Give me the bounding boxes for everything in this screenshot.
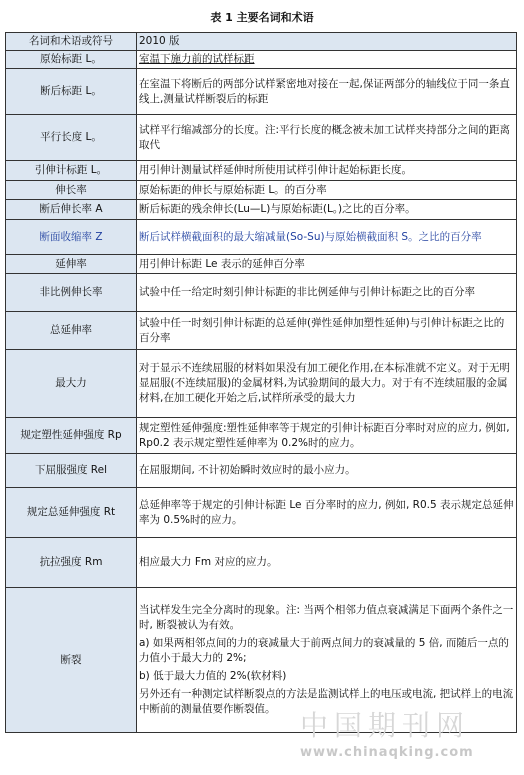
term-cell: 非比例伸长率 — [6, 274, 137, 312]
table-row — [6, 350, 517, 418]
definition-cell: 原始标距的伸长与原始标距 L。的百分率 — [137, 181, 517, 200]
table-row — [6, 488, 517, 538]
term-cell: 断后标距 L。 — [6, 69, 137, 115]
definition-cell: 断后试样横截面积的最大缩减量(So-Su)与原始横截面积 S。之比的百分率 — [137, 220, 517, 255]
table-row — [6, 312, 517, 350]
term-cell: 延伸率 — [6, 255, 137, 274]
definition-line: b) 低于最大力值的 2%(软材料) — [139, 670, 287, 682]
header-term: 名词和术语或符号 — [6, 33, 137, 51]
table-row — [6, 454, 517, 488]
definition-cell: 用引伸计标距 Le 表示的延伸百分率 — [137, 255, 517, 274]
term-cell: 断后伸长率 A — [6, 200, 137, 220]
definition-line: a) 如果两相邻点间的力的衰减量大于前两点间力的衰减量的 5 倍, 而随后一点的力值小于最大力的 2%; — [139, 637, 509, 664]
table-row — [6, 220, 517, 255]
table-row — [6, 200, 517, 220]
term-cell: 规定总延伸强度 Rt — [6, 488, 137, 538]
table-row — [6, 69, 517, 115]
table-row — [6, 161, 517, 181]
term-cell: 伸长率 — [6, 181, 137, 200]
table-row — [6, 255, 517, 274]
term-cell: 平行长度 L。 — [6, 115, 137, 161]
table-row — [6, 115, 517, 161]
definition-cell: 断后标距的残余伸长(Lu—L)与原始标距(L。)之比的百分率。 — [137, 200, 517, 220]
definition-line: 另外还有一种测定试样断裂点的方法是监测试样上的电压或电流, 把试样上的电流中断前的测量值要作断裂值。 — [139, 688, 514, 715]
table-row — [6, 538, 517, 588]
definition-cell: 试验中任一时刻引伸计标距的总延伸(弹性延伸加塑性延伸)与引伸计标距之比的百分率 — [137, 312, 517, 350]
definition-cell: 总延伸率等于规定的引伸计标距 Le 百分率时的应力, 例如, R0.5 表示规定总延伸率为 0.5%时的应力。 — [137, 488, 517, 538]
term-cell: 引伸计标距 L。 — [6, 161, 137, 181]
table-row — [6, 51, 517, 69]
table-row — [6, 418, 517, 454]
definition-text: 室温下施力前的试样标距 — [139, 53, 255, 65]
term-cell: 断面收缩率 Z — [6, 220, 137, 255]
table-row — [6, 274, 517, 312]
definition-cell: 在室温下将断后的两部分试样紧密地对接在一起,保证两部分的轴线位于同一条直线上,测量试样断裂后的标距 — [137, 69, 517, 115]
definition-cell: 试验中任一给定时刻引伸计标距的非比例延伸与引伸计标距之比的百分率 — [137, 274, 517, 312]
term-cell: 规定塑性延伸强度 Rp — [6, 418, 137, 454]
term-cell: 抗拉强度 Rm — [6, 538, 137, 588]
term-cell: 总延伸率 — [6, 312, 137, 350]
definition-cell: 相应最大力 Fm 对应的应力。 — [137, 538, 517, 588]
definition-cell: 对于显示不连续屈服的材料如果没有加工硬化作用,在本标准就不定义。对于无明显屈服(不连续屈服)的金属材料,为试验期间的最大力。对于有不连续屈服的金属材料,在加工硬化开始之后,试样所承受的最大力 — [137, 350, 517, 418]
definition-cell: 用引伸计测量试样延伸时所使用试样引伸计起始标距长度。 — [137, 161, 517, 181]
term-cell: 最大力 — [6, 350, 137, 418]
table-header-row — [6, 33, 517, 51]
term-cell: 断裂 — [6, 588, 137, 733]
definition-cell: 规定塑性延伸强度:塑性延伸率等于规定的引伸计标距百分率时对应的应力, 例如, Rp0.2 表示规定塑性延伸率为 0.2%时的应力。 — [137, 418, 517, 454]
definition-cell: 试样平行缩减部分的长度。注:平行长度的概念被未加工试样夹持部分之间的距离取代 — [137, 115, 517, 161]
definition-line: 当试样发生完全分离时的现象。注: 当两个相邻力值点衰减满足下面两个条件之一时, 断裂被认为有效。 — [139, 604, 514, 631]
watermark-text: 中国期刊网 — [300, 709, 471, 742]
definition-cell: 在屈服期间, 不计初始瞬时效应时的最小应力。 — [137, 454, 517, 488]
header-def: 2010 版 — [137, 33, 517, 51]
term-cell: 原始标距 L。 — [6, 51, 137, 69]
definition-cell — [137, 51, 517, 69]
table-row — [6, 181, 517, 200]
table-caption: 表 1 主要名词和术语 — [210, 11, 314, 24]
terms-table — [5, 32, 517, 733]
term-cell: 下屈服强度 Rel — [6, 454, 137, 488]
watermark-url: www.chinaqking.com — [300, 745, 474, 760]
